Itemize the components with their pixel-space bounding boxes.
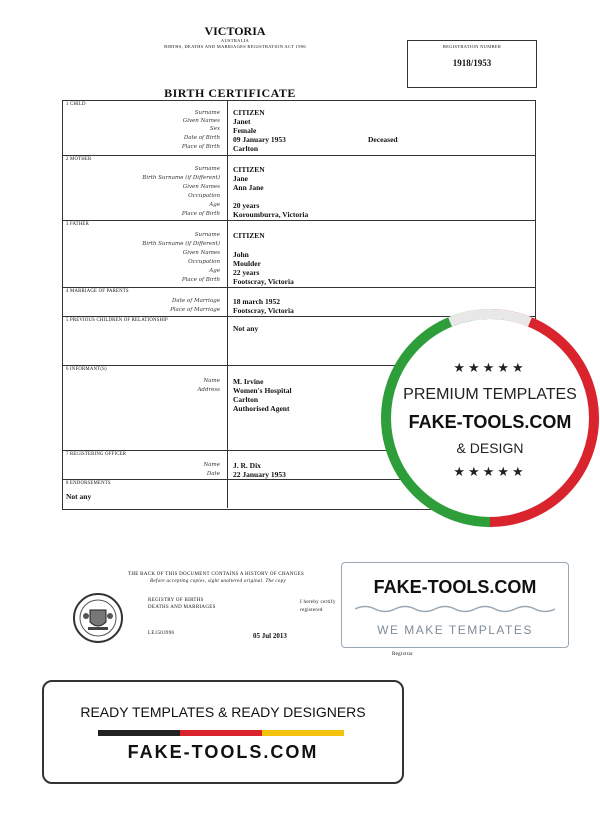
label-name: Name (203, 378, 220, 384)
premium-templates-badge (380, 308, 600, 528)
father-occupation: Moulder (233, 259, 261, 268)
label-surname: Surname (194, 232, 220, 238)
informant-role: Authorised Agent (233, 404, 290, 413)
section-registering-officer: 7 REGISTERING OFFICER (66, 452, 127, 457)
label-place-birth: Place of Birth (181, 277, 220, 283)
mother-given-names: Jane (233, 174, 248, 183)
father-age: 22 years (233, 268, 260, 277)
informant-address-1: Women's Hospital (233, 386, 292, 395)
registrar-label: Registrar (392, 652, 414, 657)
registry-line-1: REGISTRY OF BIRTHS (148, 598, 204, 603)
registration-label: REGISTRATION NUMBER (442, 44, 502, 49)
label-occupation: Occupation (188, 259, 220, 265)
label-address: Address (197, 387, 220, 393)
section-mother: 2 MOTHER (66, 157, 92, 162)
label-place-birth: Place of Birth (181, 144, 220, 150)
label-date: Date (206, 471, 220, 477)
label-birth-surname: Birth Surname (if Different) (142, 175, 220, 181)
label-age: Age (209, 202, 220, 208)
copy-note: Before accepting copies, sight unaltered original. The copy (150, 579, 287, 584)
section-child: 1 CHILD (66, 102, 86, 107)
ready-templates-banner (42, 680, 404, 784)
label-age: Age (209, 268, 220, 274)
endorsements-value: Not any (66, 492, 92, 501)
child-status: Deceased (368, 135, 398, 144)
fake-tools-banner (341, 562, 569, 648)
section-father: 3 FATHER (66, 222, 89, 227)
registered-note: registered (300, 608, 323, 613)
label-occupation: Occupation (188, 193, 220, 199)
child-surname: CITIZEN (233, 108, 265, 117)
label-place-birth: Place of Birth (181, 211, 220, 217)
registry-line-2: DEATHS AND MARRIAGES (148, 605, 216, 610)
mother-place-birth: Koroumburra, Victoria (233, 210, 309, 219)
label-name: Name (203, 462, 220, 468)
banner-subtitle: WE MAKE TEMPLATES (377, 623, 533, 637)
label-place-marriage: Place of Marriage (170, 307, 220, 313)
color-stripe-black (98, 730, 180, 736)
label-given-names: Given Names (182, 250, 220, 256)
color-stripe-red (180, 730, 262, 736)
banner-title: FAKE-TOOLS.COM (373, 577, 537, 597)
previous-children-value: Not any (233, 324, 259, 333)
badge-line-3: & DESIGN (456, 440, 524, 456)
section-previous-children: 5 PREVIOUS CHILDREN OF RELATIONSHIP (66, 318, 168, 323)
bottom-banner-site: FAKE-TOOLS.COM (127, 742, 319, 762)
certify-note: I hereby certify (300, 600, 336, 605)
child-given-names: Janet (233, 117, 251, 126)
father-given-names: John (233, 250, 249, 259)
informant-address-2: Carlton (233, 395, 258, 404)
child-date-birth: 09 January 1953 (233, 135, 286, 144)
registrar-name: J. R. Dix (233, 461, 261, 470)
section-marriage: 4 MARRIAGE OF PARENTS (66, 289, 129, 294)
marriage-date: 18 march 1952 (233, 297, 280, 306)
document-title: BIRTH CERTIFICATE (164, 86, 296, 100)
label-birth-surname: Birth Surname (if Different) (142, 241, 220, 247)
registration-number: 1918/1953 (452, 58, 492, 68)
column-divider (227, 100, 228, 508)
mother-surname: CITIZEN (233, 165, 265, 174)
badge-line-2: FAKE-TOOLS.COM (408, 412, 572, 432)
label-date-birth: Date of Birth (183, 135, 220, 141)
state-title: VICTORIA (204, 24, 266, 38)
father-surname: CITIZEN (233, 231, 265, 240)
mother-age: 20 years (233, 201, 260, 210)
label-surname: Surname (194, 166, 220, 172)
color-stripe-yellow (262, 730, 344, 736)
section-informant: 6 INFORMANT(S) (66, 367, 107, 372)
mother-occupation: Ann Jane (233, 183, 264, 192)
row-divider (62, 220, 535, 221)
child-place-birth: Carlton (233, 144, 258, 153)
label-sex: Sex (209, 126, 220, 132)
certificate-code: LE1503996 (148, 631, 175, 636)
badge-line-1: PREMIUM TEMPLATES (403, 386, 577, 403)
label-given-names: Given Names (182, 118, 220, 124)
seal-emblem (72, 592, 124, 644)
informant-name: M. Irvine (233, 377, 264, 386)
section-endorsements: 8 ENDORSEMENTS (66, 481, 111, 486)
label-surname: Surname (194, 110, 220, 116)
marriage-place: Footscray, Victoria (233, 306, 294, 315)
badge-stars-top: ★★★★★ (453, 360, 527, 375)
bottom-banner-title: READY TEMPLATES & READY DESIGNERS (80, 704, 366, 720)
label-given-names: Given Names (182, 184, 220, 190)
issue-date: 05 Jul 2013 (253, 632, 287, 640)
badge-stars-bottom: ★★★★★ (453, 464, 527, 479)
father-place-birth: Footscray, Victoria (233, 277, 294, 286)
registration-box (407, 40, 537, 88)
country: AUSTRALIA (220, 38, 250, 43)
registration-date: 22 January 1953 (233, 470, 286, 479)
label-date-marriage: Date of Marriage (172, 298, 220, 304)
act-title: BIRTHS, DEATHS AND MARRIAGES REGISTRATION ACT 1996 (164, 44, 306, 49)
back-note: THE BACK OF THIS DOCUMENT CONTAINS A HISTORY OF CHANGES (128, 572, 305, 577)
row-divider (62, 287, 535, 288)
row-divider (62, 155, 535, 156)
child-sex: Female (233, 126, 257, 135)
